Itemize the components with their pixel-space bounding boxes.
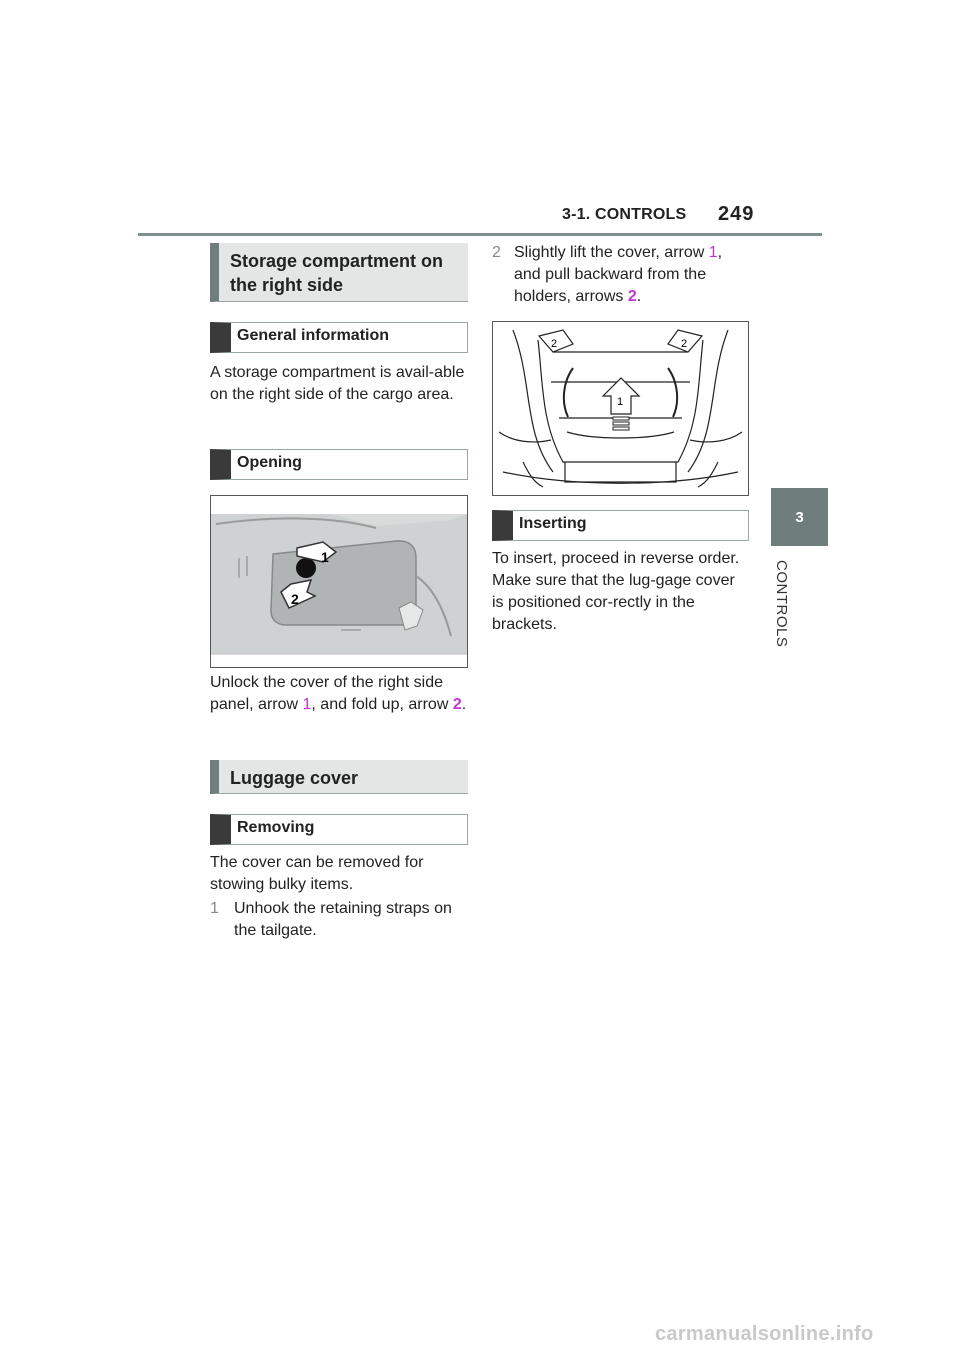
step-2 xyxy=(492,242,750,308)
arrow-2-ref: 2 xyxy=(452,696,462,713)
step-1-text: Unhook the retaining straps on the tailgate. xyxy=(234,900,452,939)
svg-text:2: 2 xyxy=(551,338,558,350)
inserting-text: To insert, proceed in reverse order. Make sure that the lug-gage cover is positioned cor-rectly in the brackets. xyxy=(492,550,740,633)
watermark: carmanualsonline.info xyxy=(655,1323,874,1345)
removing-text: The cover can be removed for stowing bulky items. xyxy=(210,854,424,893)
figure-arrow-1 xyxy=(617,396,623,408)
subheading-opening: Opening xyxy=(210,449,468,480)
step-2-text: Slightly lift the cover, arrow 1, and pull backward from the holders, arrows 2. xyxy=(514,244,723,305)
opening-figure xyxy=(210,495,468,668)
figure-arrow-2-right xyxy=(681,338,687,350)
header-rule xyxy=(138,233,822,236)
section-title: 3-1. CONTROLS xyxy=(562,206,687,223)
svg-text:1: 1 xyxy=(321,549,329,565)
svg-text:1: 1 xyxy=(617,396,624,408)
arrow-2-ref: 2 xyxy=(627,288,637,305)
luggage-cover-figure xyxy=(492,321,749,496)
figure-arrow-2-left xyxy=(551,338,557,350)
arrow-1-ref: 1 xyxy=(708,244,718,261)
page-number: 249 xyxy=(718,203,755,225)
subheading-general-information: General information xyxy=(210,322,468,353)
svg-text:2: 2 xyxy=(681,338,688,350)
opening-instruction: Unlock the cover of the right side panel, arrow 1, and fold up, arrow 2. xyxy=(210,674,467,713)
figure-arrow-1 xyxy=(321,549,329,565)
side-panel-illustration xyxy=(211,496,467,667)
arrow-1-ref: 1 xyxy=(302,696,312,713)
heading-luggage-cover: Luggage cover xyxy=(210,760,468,794)
subheading-removing: Removing xyxy=(210,814,468,845)
figure-arrow-2 xyxy=(291,591,299,607)
general-information-text: A storage compartment is avail-able on the right side of the cargo area. xyxy=(210,364,465,403)
step-1-number: 1 xyxy=(210,900,219,917)
chapter-label: CONTROLS xyxy=(773,560,790,648)
chapter-tab: 3 xyxy=(771,488,828,546)
cargo-area-illustration xyxy=(493,322,748,495)
subheading-inserting: Inserting xyxy=(492,510,749,541)
svg-text:2: 2 xyxy=(291,591,299,607)
heading-storage-compartment: Storage compartment on the right side xyxy=(210,243,468,302)
step-2-number: 2 xyxy=(492,244,501,261)
step-1 xyxy=(210,898,468,942)
